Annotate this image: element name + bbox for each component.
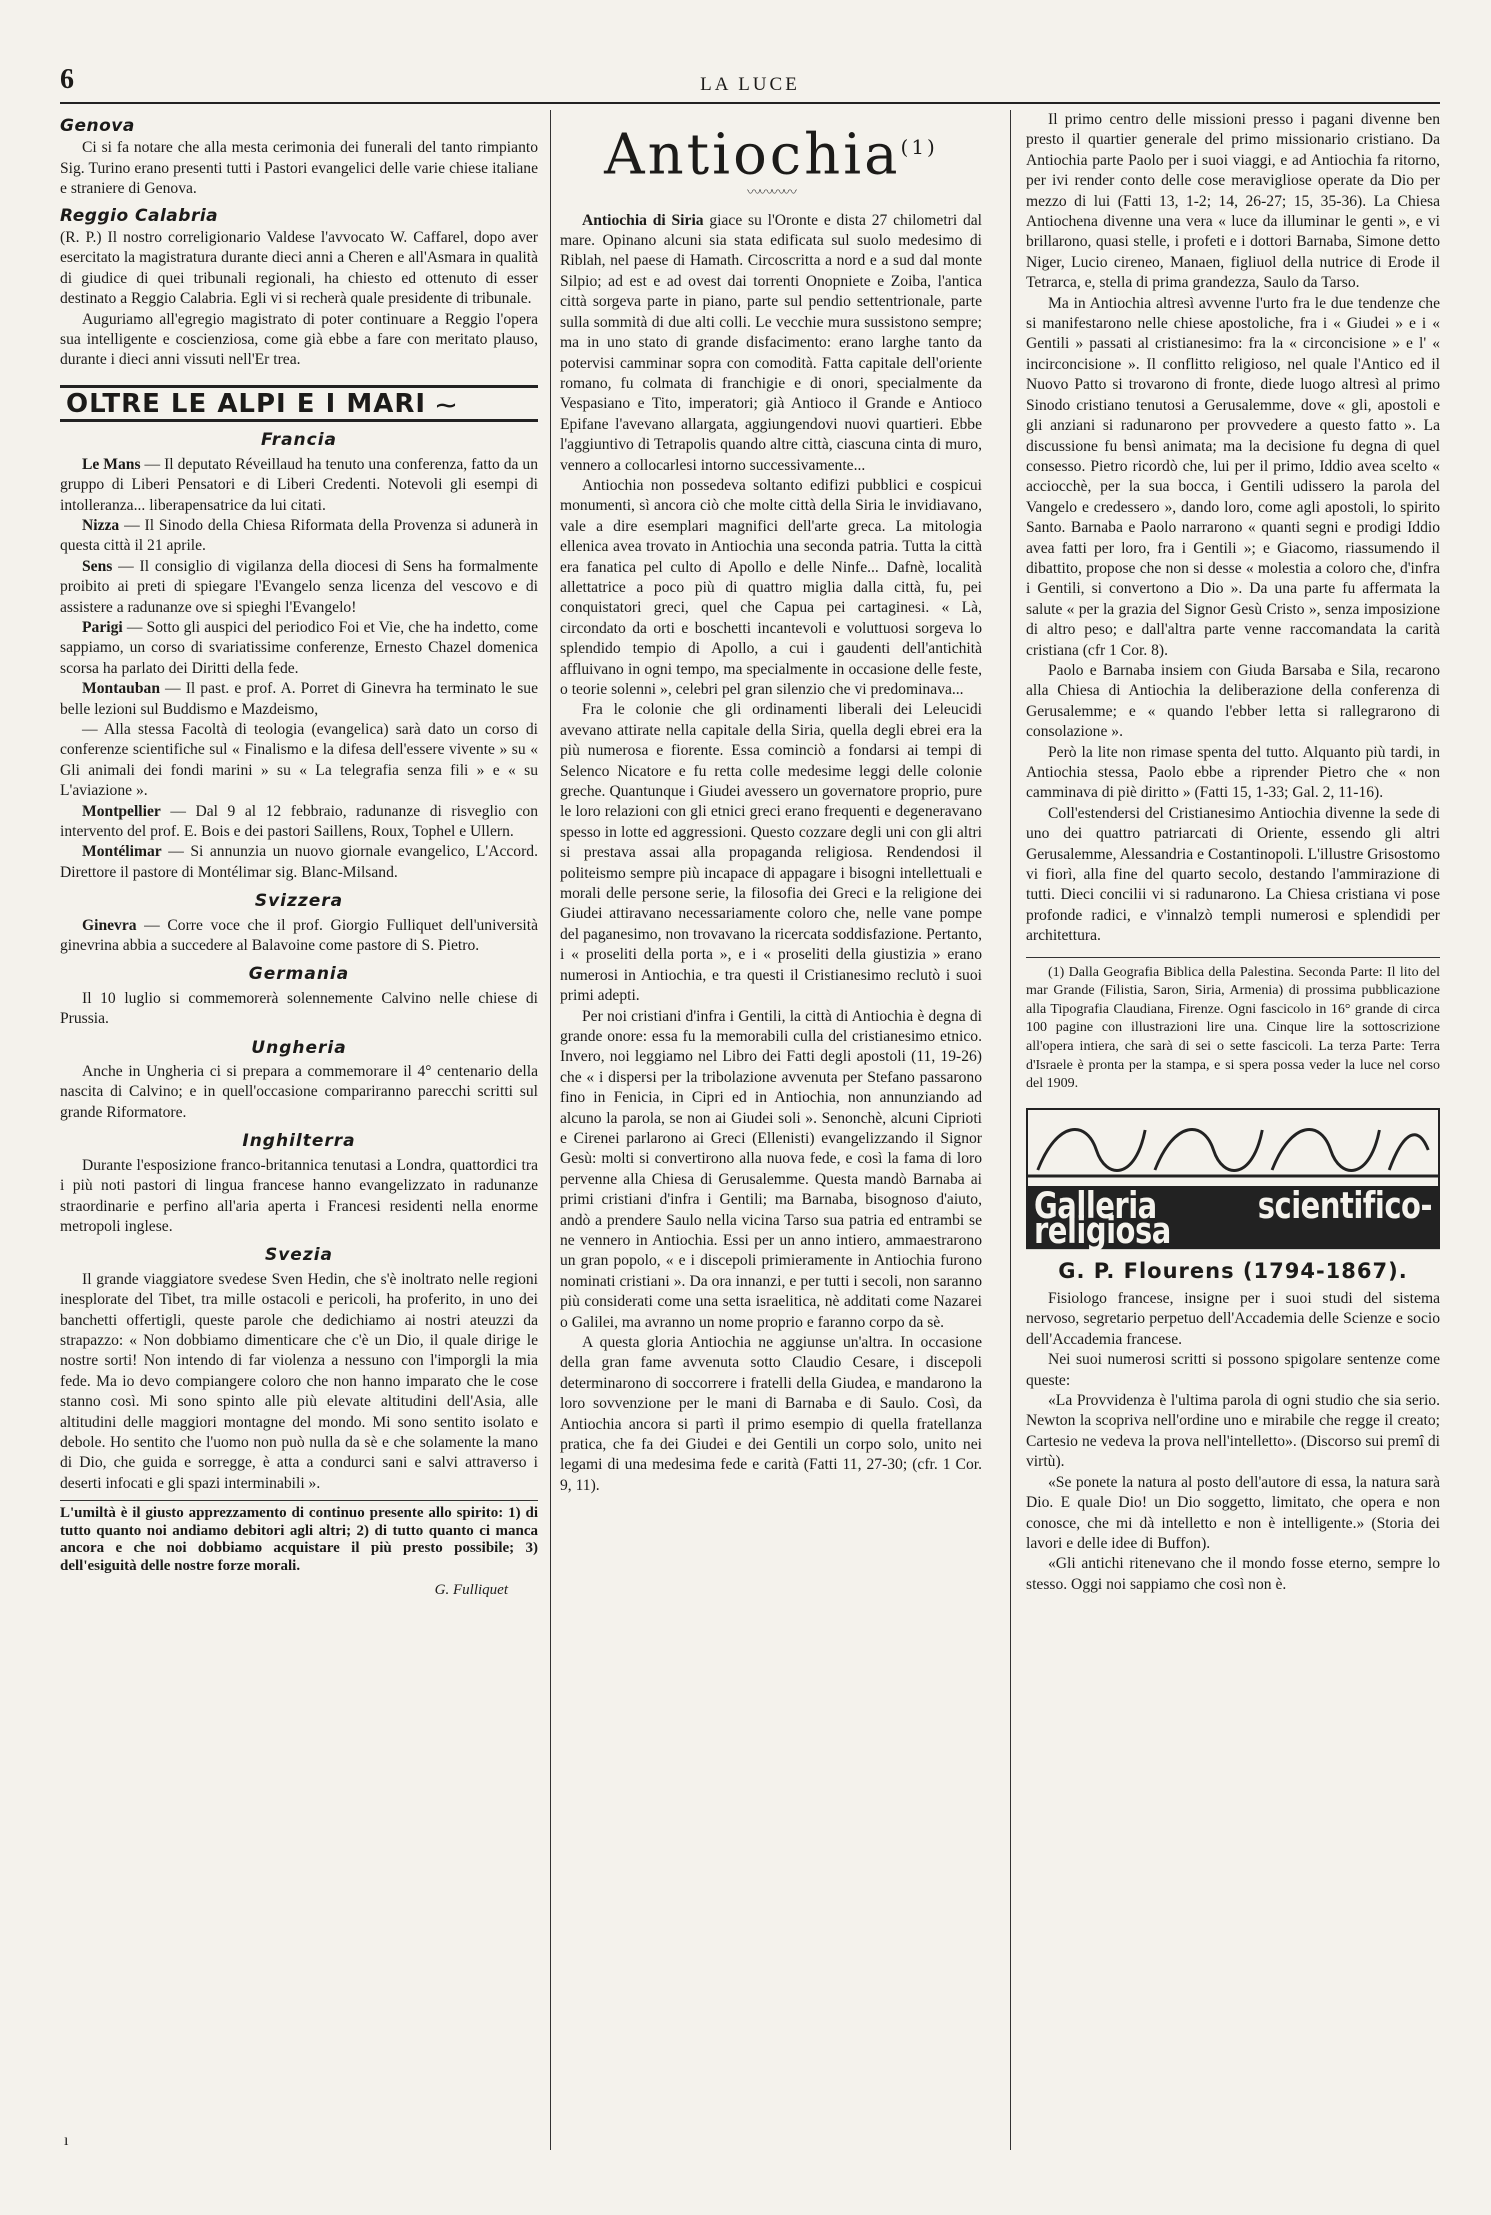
news-text: — Il consiglio di vigilanza della diocesi di Sens ha formalmente proibito ai preti di spiegare l'Evangelo senza licenza del vescovo e di assistere a radunanze ove si spieghi l'Evangelo! — [60, 557, 538, 616]
news-item — [60, 618, 538, 679]
svizzera-text — [60, 916, 538, 957]
news-item — [60, 842, 538, 883]
column-antiochia — [542, 110, 986, 1496]
maxim-box: L'umiltà è il giusto apprezzamento di continuo presente allo spirito: 1) di tutto quanto noi andiamo debitori agli altri; 2) di tutto quanto ci manca ancora e che noi dobbiamo acquistare il più presto possibile; 3) dell'esiguità delle nostre forze morali. — [60, 1500, 538, 1575]
svezia-text: Il grande viaggiatore svedese Sven Hedin, che s'è inoltrato nelle regioni inesplorate del Tibet, tra mille ostacoli e pericoli, ha proferito, in uno dei banchetti offertigli, queste parole che dedichiamo ai nostri ateuzzi da strapazzo: « Non dobbiamo dimenticare che c'è un Dio, il quale dirige le nostre sorti! Non intendo di far violenza a nessuno con l'imporgli la mia fede. Ma io devo compiangere coloro che non hanno imparato che le cose stanno così. Mi sono spinto alle più elevate altitudini dell'Asia, alle altitudini delle maggiori montagne del mondo. Mi sono sentito isolato e debole. Ho sentito che l'uomo non può nulla da sè e che solamente la mano di Dio, che guida e sorregge, è atta a condurci sani e salvi attraverso i deserti infocati e gli spazi interminabili ». — [60, 1270, 538, 1492]
article-paragraph: Paolo e Barnaba insiem con Giuda Barsaba e Sila, recarono alla Chiesa di Antiochia la deliberazione della conferenza di Gerusalemme; e « quando l'ebber letta si rallegrarono di consolazione ». — [1026, 661, 1440, 741]
article-paragraph: Però la lite non rimase spenta del tutto. Alquanto più tardi, in Antiochia stessa, Paolo ebbe a riprender Pietro che « non camminava di piè diritto » (Fatti 15, 1-33; Gal. 2, 11-16). — [1026, 743, 1440, 802]
news-item — [60, 720, 538, 802]
signature: G. Fulliquet — [434, 1581, 508, 1598]
news-text: — Il deputato Réveillaud ha tenuto una conferenza, fatto da un gruppo di Liberi Pensatori e di Liberi Credenti. Notevoli gli esempi di intolleranza... liberapensatrice da lui citati. — [60, 455, 538, 514]
country-heading-ungheria: Ungheria — [251, 1037, 347, 1058]
galleria-banner: Galleria scientifico-religiosa — [1026, 1188, 1440, 1249]
news-item — [60, 455, 538, 516]
article-paragraph: Coll'estendersi del Cristianesimo Antiochia divenne la sede di uno dei quattro patriarcati di Oriente, essendo gli altri Gerusalemme, Alessandria e Costantinopoli. L'illustre Grisostomo vi fiorì, alla fine del quarto secolo, destando l'ammirazione di tutti. Dieci concilii vi si radunarono. La Chiesa cristiana vi pose profonde radici, e v'innalzò templi numerosi e splendidi per architettura. — [1026, 804, 1440, 945]
bio-paragraph: «La Provvidenza è l'ultima parola di ogni studio che sia serio. Newton la scopriva nell'ordine uno e mirabile che regge il creato; Cartesio ne vedeva la prova nell'intelletto». (Discorso sui premî di virtù). — [1026, 1392, 1440, 1471]
article-lead: Antiochia di Siria — [582, 211, 704, 229]
article-paragraph: Ma in Antiochia altresì avvenne l'urto fra le due tendenze che si manifestarono nelle chiese apostoliche, fra i « Giudei » e i « Gentili » passati al cristianesimo: fra la « circoncisione » e l' « incirconcisione ». Il conflitto religioso, nel quale l'Antico ed il Nuovo Patto si trovarono di fronte, diede luogo altresì al primo Sinodo cristiano tenutosi a Gerusalemme, dove « gli, apostoli e gli anziani si radunarono per provvedere a questo fatto ». La discussione fu bensì animata; ma la decisione fu degna di quel consesso. Pietro ricordò che, lui per il primo, Iddio avea scelto « acciocchè, per la sua bocca, i Gentili udissero la parola del Vangelo e credessero », dando loro, come agli apostoli, lo spirito Santo. Barnaba e Paolo narrarono « quanti segni e prodigi Iddio avea fatti per loro, fra i Gentili »; e Giacomo, riassumendo il dibattito, propose che non si desse « molestia a coloro che, d'infra i Gentili, si convertono a Dio ». Da una parte fu affermata la salute « per la grazia del Signor Gesù Cristo », senza imposizione di altro peso; e dall'altra parte venne raccomandata la carità cristiana (cfr 1 Cor. 8). — [1026, 294, 1440, 659]
francia-items — [60, 455, 538, 884]
running-head: LA LUCE — [700, 74, 800, 95]
column-news — [60, 110, 538, 1600]
bio-paragraph: Fisiologo francese, insigne per i suoi studi del sistema nervoso, segretario perpetuo dell'Accademia delle Scienze e socio dell'Accademia francese. — [1026, 1290, 1440, 1348]
page-header — [60, 58, 1440, 98]
article-paragraph: Fra le colonie che gli ordinamenti liberali dei Leleucidi avevano attirate nella capitale della Siria, quella degli ebrei era la più numerosa e fiorente. Essa cominciò a fondarsi ai tempi di Selenco Nicatore e fu retta colle medesime leggi delle colonie greche. Quantunque i Giudei avessero un governatore proprio, pure le loro relazioni con gli etnici greci erano frequenti e degeneravano spesso in lotte ed aggressioni. Questo cozzare degli uni con gli altri si prestava assai alla propaganda religiosa. Rendendosi il politeismo sempre più incapace di appagare i bisogni intellettuali e morali delle persone serie, la filosofia dei Greci e la religione dei Giudei attiravano necessariamente coloro che, nelle vane pompe del paganesimo, non trovavano la ricercata soddisfazione. Pertanto, i « proseliti della porta », e i « proseliti della giustizia » erano numerosi in Antiochia, e tra questi il Cristianesimo reclutò i suoi primi adepti. — [560, 701, 982, 1005]
news-place: Montélimar — [82, 843, 162, 861]
news-item — [60, 679, 538, 720]
news-text: — Il Sinodo della Chiesa Riformata della Provenza si adunerà in questa città il 21 aprile. — [60, 516, 538, 555]
news-place: Sens — [82, 557, 113, 575]
news-text: — Il past. e prof. A. Porret di Ginevra ha terminato le sue belle lezioni sul Buddismo e Mazdeismo, — [60, 680, 538, 718]
news-place: Le Mans — [82, 455, 141, 473]
country-heading-germania: Germania — [248, 964, 350, 985]
news-text: — Corre voce che il prof. Giorgio Fulliquet dell'università ginevrina abbia a succedere al Balavoine come pastore di S. Pietro. — [60, 916, 538, 955]
news-place: Ginevra — [82, 916, 137, 934]
article-paragraph: Per noi cristiani d'infra i Gentili, la città di Antiochia è degna di grande onore: essa fu la memorabili culla del cristianesimo etnico. Invero, noi leggiamo nel Libro dei Fatti degli apostoli (11, 19-26) che « i dispersi per la tribolazione avvenuta per Stefano passarono fino in Fenicia, in Cipri ed in Antiochia, non annunziando ad alcuno la parola, se non ai Giudei soli ». Senonchè, alcuni Ciprioti e Cirenei parlarono ai Greci (Ellenisti) evangelizzando il Signor Gesù: molti si convertirono alla nuova fede, e così la fama di loro pervenne alla Chiesa di Gerusalemme. Questa mandò Barnaba ai primi cristiani d'infra i Gentili; ma Barnaba, bisognoso d'aiuto, andò a prendere Saulo nella vicina Tarso sua patria ed entrambi se ne vennero in Antiochia. Essi per un anno intiero, ammaestrarono un gran popolo, « e i discepoli primieramente in Antiochia furono nominati cristiani ». Da ora innanzi, e per tutti i secoli, non saranno più considerati come una setta israelitica, nè additati come Nazarei o Galilei, ma avranno un nome proprio e faranno corpo da sè. — [560, 1007, 982, 1331]
header-rule — [60, 102, 1440, 104]
city-heading-reggio: Reggio Calabria — [60, 205, 219, 226]
column-continuation — [1020, 110, 1440, 1595]
reggio-text-1: (R. P.) Il nostro correligionario Valdese l'avvocato W. Caffarel, dopo aver esercitato la magistratura durante dieci anni a Cheren e all'Asmara in qualità di giudice di quei tribunali regionali, ha chiesto ed ottenuto di esser destinato a Reggio Calabria. Egli vi si recherà quale presidente di tribunale. — [60, 229, 538, 308]
news-text: — Sotto gli auspici del periodico Foi et Vie, che ha indetto, come sappiamo, un corso di svariatissime conferenze, Ernesto Chazel domenica scorsa ha parlato dei Diritti della fede. — [60, 618, 538, 677]
footnote-rule — [1026, 957, 1440, 958]
article-paragraph: Antiochia non possedeva soltanto edifizi pubblici e cospicui monumenti, sì ancora ciò che molte città della Siria le invidiavano, vale a dire esemplari magnifici dell'arte greca. La mitologia ellenica avea trovato in Antiochia una seconda patria. Tutta la città era fanatica pel culto di Apollo e delle Ninfe... Dafnè, località allettatrice a poco più di quattro miglia dalla città, fu, pei conquistatori greci, quel che Capua pei cartaginesi. « Là, circondato da orti e boschetti incantevoli e voluttuosi sorgeva lo splendido tempio di Apollo, a cui i gaudenti dell'antichità affluivano in ogni tempo, ma specialmente in occasione delle feste, o teorie solenni », celebri pel gran silenzio che vi predominava... — [560, 476, 982, 698]
title-squiggle: 〰〰〰〰 — [747, 185, 795, 201]
news-item — [60, 557, 538, 618]
section-title-text: OLTRE LE ALPI E I MARI — [66, 388, 427, 419]
ungheria-text: Anche in Ungheria ci si prepara a commemorare il 4° centenario della nascita di Calvino; e in quell'occasione compariranno parecchi scritti sul grande Riformatore. — [60, 1063, 538, 1121]
bio-paragraph: «Gli antichi ritenevano che il mondo fosse eterno, sempre lo stesso. Oggi noi sappiamo che così non è. — [1026, 1555, 1440, 1593]
newspaper-page — [60, 58, 1440, 2188]
country-heading-inghilterra: Inghilterra — [242, 1131, 356, 1152]
footnote: (1) Dalla Geografia Biblica della Palestina. Seconda Parte: Il lito del mar Grande (Filistia, Saron, Siria, Armenia) di prossima pubblicazione alla Tipografia Claudiana, Firenze. Ogni fascicolo in 16° grande di circa 100 pagine con illustrazioni lire una. Cinque lire la sottoscrizione all'opera intiera, che sarà di sei o sette fascicoli. La terza Parte: Terra d'Israele è pronta per la stampa, e si spera possa veder la luce nel corso del 1909. — [1026, 964, 1440, 1092]
stray-mark: ı — [64, 2132, 69, 2149]
article-text: giace su l'Oronte e dista 27 chilometri dal mare. Opinano alcuni sia stata edificata sul suolo medesimo di Riblah, nel paese di Hamath. Circoscritta a nord e a sud dal monte Silpio; ad est e ad ovest dai torrenti Onopniete e Zoiba, l'antica città sorgeva parte in piano, parte sul pendio settentrionale, parte sulla sommità di due alti colli. Le vecchie mura sussistono sempre; ma in uno stato di grande disfacimento: erano larghe tanto da potervisi camminar sopra con comodità. Fatta capitale dell'oriente romano, fu colmata di franchigie e di onori, specialmente da Vespasiano e Tito, imperatori; già Antioco il Grande e Antioco Epifane l'avevano allargata, aggiungendovi nuovi quartieri. Ebbe l'aggiuntivo di Tetrapolis quando altre città, ciascuna cinta di muro, vennero a collocarlesi intorno successivamente... — [560, 211, 982, 474]
news-item — [60, 516, 538, 557]
article-paragraph: Il primo centro delle missioni presso i pagani divenne ben presto il quartier generale del primo missionario cristiano. Da Antiochia parte Paolo per i suoi viaggi, e ad Antiochia fa ritorno, per ivi render conto delle cose meravigliose operate da Dio per mezzo di lui (Fatti 13, 1-2; 14, 26-27; 15, 35-36). La Chiesa Antiochena divenne una vera « luce da illuminar le genti », e vi brillarono, quasi stelle, i profeti e i dottori Barnaba, Simone detto Niger, Lucio cireneo, Manaen, figliuol della nutrice di Erode il Tetrarca, e, stella di prima grandezza, Saulo da Tarso. — [1026, 111, 1440, 292]
news-place: Montauban — [82, 680, 160, 698]
news-text: — Dal 9 al 12 febbraio, radunanze di risveglio con intervento del prof. E. Bois e dei pastori Saillens, Roux, Tophel e Ullern. — [60, 802, 538, 840]
column-divider-2 — [1010, 110, 1011, 2150]
germania-text: Il 10 luglio si commemorerà solennemente Calvino nelle chiese di Prussia. — [60, 989, 538, 1028]
genova-text: Ci si fa notare che alla mesta cerimonia dei funerali del tanto rimpianto Sig. Turino erano presenti tutti i Pastori evangelici delle varie chiese italiane e straniere di Genova. — [60, 139, 538, 198]
reggio-text-2: Auguriamo all'egregio magistrato di poter continuare a Reggio l'opera sua intelligente e coscienziosa, come già ebbe a fare con meritato plauso, durante i dieci anni vissuti nell'Er trea. — [60, 310, 538, 369]
country-heading-francia: Francia — [260, 430, 338, 451]
section-title — [60, 385, 538, 422]
article-title-text: Antiochia — [604, 122, 901, 188]
news-text: — Alla stessa Facoltà di teologia (evangelica) sarà dato un corso di conferenze scientifiche sul « Finalismo e la difesa dell'essere vivente » su « Gli animali dei fondi marini » su « La telegrafia senza fili » e « su L'aviazione ». — [60, 720, 538, 800]
footnote-ref: (1) — [900, 135, 938, 159]
portrait-heading: G. P. Flourens (1794-1867). — [1058, 1258, 1408, 1283]
page-number: 6 — [60, 64, 74, 95]
news-place: Nizza — [82, 516, 120, 534]
bio-paragraph: «Se ponete la natura al posto dell'autore di essa, la natura sarà Dio. E quale Dio! un Dio soggetto, limitato, che opera e non conosce, che mi dà intelletto e non è intelligente.» (Storia dei lavori e delle idee di Buffon). — [1026, 1473, 1440, 1552]
art-nouveau-ornament — [1026, 1108, 1440, 1188]
article-paragraph — [560, 211, 982, 476]
ornament-icon — [1028, 1110, 1438, 1182]
article-paragraph: A questa gloria Antiochia ne aggiunse un'altra. In occasione della gran fame avvenuta sotto Claudio Cesare, i discepoli determinarono di soccorrere i fratelli della Giudea, e mandarono la loro sovvenzione per le mani di Barnaba e di Saulo. Così, da Antiochia ancora si partì il primo esempio di quella fratellanza pratica, che fa dei Giudei e dei Gentili un corpo solo, unito nei legami di una medesima fede e carità (Fatti 11, 27-30; (cfr. 1 Cor. 9, 11). — [560, 1334, 982, 1494]
news-place: Montpellier — [82, 802, 161, 820]
news-text: — Si annunzia un nuovo giornale evangelico, L'Accord. Direttore il pastore di Montélimar sig. Blanc-Milsand. — [60, 843, 538, 881]
inghilterra-text: Durante l'esposizione franco-britannica tenutasi a Londra, quattordici tra i più noti pastori di lingua francese hanno evangelizzato in radunanze straordinarie e perfino all'aria aperta i Francesi residenti nella enorme metropoli inglese. — [60, 1156, 538, 1235]
country-heading-svezia: Svezia — [264, 1245, 334, 1266]
bio-paragraph: Nei suoi numerosi scritti si possono spigolare sentenze come queste: — [1026, 1351, 1440, 1389]
city-heading-genova: Genova — [60, 116, 135, 136]
country-heading-svizzera: Svizzera — [254, 891, 344, 912]
decorative-mark-icon: ⁓ — [436, 392, 458, 417]
article-title — [560, 116, 982, 187]
news-item — [60, 802, 538, 843]
news-place: Parigi — [82, 618, 123, 636]
